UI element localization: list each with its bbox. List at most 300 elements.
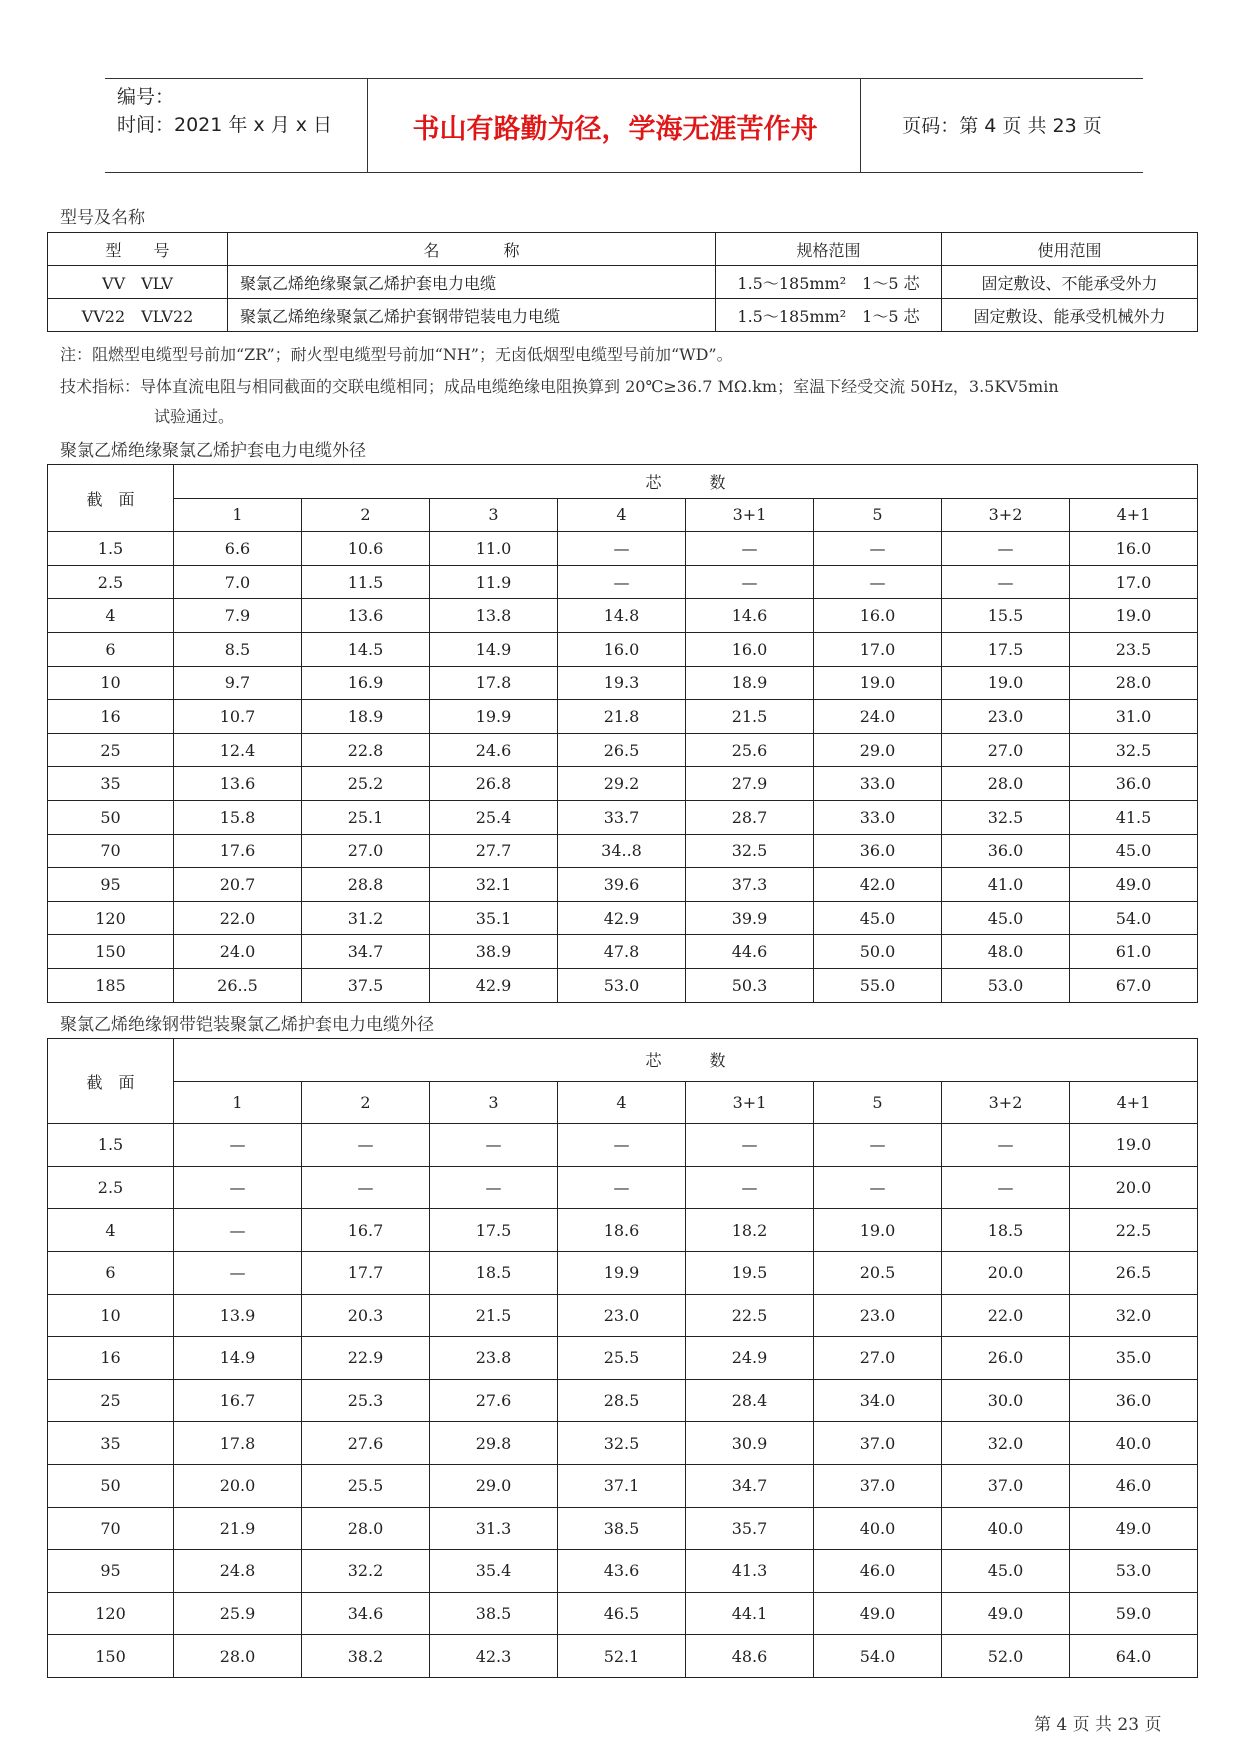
diameter-cell: 55.0 (814, 968, 942, 1002)
model-spec-range: 1.5～185mm² 1～5 芯 (716, 299, 942, 332)
diameter-cell: 53.0 (942, 968, 1070, 1002)
armored-table-caption: 聚氯乙烯绝缘钢带铠装聚氯乙烯护套电力电缆外径 (60, 1015, 434, 1035)
table-row (48, 1166, 1198, 1209)
cross-section-cell: 2.5 (48, 565, 174, 599)
diameter-cell: 49.0 (1070, 1507, 1198, 1550)
diameter-cell: 30.0 (942, 1379, 1070, 1422)
diameter-cell: 22.5 (686, 1294, 814, 1337)
diameter-cell: 35.4 (430, 1550, 558, 1593)
table-row (48, 532, 1198, 566)
diameter-cell: 14.8 (558, 599, 686, 633)
diameter-cell: 25.4 (430, 800, 558, 834)
diameter-cell: 48.0 (942, 935, 1070, 969)
diameter-cell: 27.9 (686, 767, 814, 801)
diameter-cell: 35.1 (430, 901, 558, 935)
diameter-cell: 14.9 (174, 1337, 302, 1380)
diameter-cell: 54.0 (1070, 901, 1198, 935)
cores-header: 芯 数 (174, 465, 1198, 499)
model-table-row (48, 266, 1198, 299)
table-row (48, 1507, 1198, 1550)
model-usage: 固定敷设、能承受机械外力 (942, 299, 1198, 332)
diameter-cell: — (686, 1124, 814, 1167)
usage-column-header: 使用范围 (942, 233, 1198, 266)
diameter-cell: 27.6 (302, 1422, 430, 1465)
diameter-cell: — (430, 1166, 558, 1209)
diameter-cell: — (942, 1166, 1070, 1209)
diameter-cell: 17.0 (1070, 565, 1198, 599)
diameter-cell: 41.3 (686, 1550, 814, 1593)
diameter-cell: 26..5 (174, 968, 302, 1002)
pvc-table-caption: 聚氯乙烯绝缘聚氯乙烯护套电力电缆外径 (60, 441, 366, 461)
diameter-cell: 18.5 (430, 1251, 558, 1294)
diameter-cell: 25.5 (558, 1337, 686, 1380)
diameter-cell: — (302, 1124, 430, 1167)
cross-section-cell: 70 (48, 1507, 174, 1550)
table-row (48, 901, 1198, 935)
diameter-cell: 40.0 (1070, 1422, 1198, 1465)
diameter-cell: 40.0 (814, 1507, 942, 1550)
cross-section-cell: 25 (48, 733, 174, 767)
diameter-cell: — (430, 1124, 558, 1167)
diameter-cell: — (814, 565, 942, 599)
cross-section-cell: 70 (48, 834, 174, 868)
diameter-cell: — (814, 532, 942, 566)
cross-section-cell: 120 (48, 901, 174, 935)
diameter-cell: — (558, 1166, 686, 1209)
core-columns-row (48, 1081, 1198, 1124)
table-row (48, 599, 1198, 633)
header-page-info: 页码：第 4 页 共 23 页 (902, 115, 1102, 137)
diameter-cell: 14.9 (430, 632, 558, 666)
diameter-cell: 32.5 (558, 1422, 686, 1465)
diameter-cell: 30.9 (686, 1422, 814, 1465)
cross-section-cell: 2.5 (48, 1166, 174, 1209)
diameter-cell: 46.0 (1070, 1464, 1198, 1507)
diameter-cell: — (558, 1124, 686, 1167)
document-time-label: 时间：2021 年 x 月 x 日 (117, 114, 333, 136)
diameter-cell: 37.1 (558, 1464, 686, 1507)
diameter-cell: 25.5 (302, 1464, 430, 1507)
diameter-cell: 36.0 (1070, 767, 1198, 801)
table-row (48, 834, 1198, 868)
model-name: 聚氯乙烯绝缘聚氯乙烯护套钢带铠装电力电缆 (228, 299, 716, 332)
diameter-cell: 21.9 (174, 1507, 302, 1550)
diameter-cell: 18.2 (686, 1209, 814, 1252)
diameter-cell: 16.7 (302, 1209, 430, 1252)
diameter-cell: 11.9 (430, 565, 558, 599)
header-divider (860, 79, 861, 172)
table-header-row (48, 1039, 1198, 1082)
cross-section-cell: 4 (48, 599, 174, 633)
diameter-cell: 32.2 (302, 1550, 430, 1593)
core-column-header: 3+2 (942, 498, 1070, 532)
table-row (48, 1550, 1198, 1593)
diameter-cell: 27.0 (814, 1337, 942, 1380)
diameter-cell: 37.3 (686, 868, 814, 902)
diameter-cell: 44.1 (686, 1592, 814, 1635)
diameter-cell: 26.0 (942, 1337, 1070, 1380)
diameter-cell: 19.9 (430, 700, 558, 734)
core-column-header: 4+1 (1070, 498, 1198, 532)
prefix-note: 注：阻燃型电缆型号前加“ZR”；耐火型电缆型号前加“NH”；无卤低烟型电缆型号前加“WD”。 (60, 345, 733, 364)
diameter-cell: 23.0 (558, 1294, 686, 1337)
diameter-cell: 17.8 (174, 1422, 302, 1465)
diameter-cell: 23.0 (942, 700, 1070, 734)
diameter-cell: 54.0 (814, 1635, 942, 1678)
core-column-header: 1 (174, 1081, 302, 1124)
diameter-cell: 36.0 (1070, 1379, 1198, 1422)
diameter-cell: 7.0 (174, 565, 302, 599)
table-row (48, 565, 1198, 599)
header-meta (117, 83, 332, 139)
table-row (48, 632, 1198, 666)
diameter-cell: 19.0 (814, 1209, 942, 1252)
diameter-cell: 11.0 (430, 532, 558, 566)
diameter-cell: 25.9 (174, 1592, 302, 1635)
diameter-cell: 25.1 (302, 800, 430, 834)
diameter-cell: 28.0 (1070, 666, 1198, 700)
core-column-header: 1 (174, 498, 302, 532)
model-table (47, 232, 1198, 332)
diameter-cell: 32.1 (430, 868, 558, 902)
diameter-cell: 53.0 (558, 968, 686, 1002)
diameter-cell: 23.5 (1070, 632, 1198, 666)
diameter-cell: 15.8 (174, 800, 302, 834)
diameter-cell: 14.5 (302, 632, 430, 666)
cross-section-cell: 150 (48, 1635, 174, 1678)
diameter-cell: 16.7 (174, 1379, 302, 1422)
diameter-cell: — (686, 532, 814, 566)
diameter-cell: 38.2 (302, 1635, 430, 1678)
table-row (48, 1422, 1198, 1465)
diameter-cell: 34.7 (686, 1464, 814, 1507)
diameter-cell: 31.2 (302, 901, 430, 935)
cross-section-cell: 4 (48, 1209, 174, 1252)
diameter-cell: 32.5 (942, 800, 1070, 834)
core-column-header: 4+1 (1070, 1081, 1198, 1124)
diameter-cell: 35.0 (1070, 1337, 1198, 1380)
model-code: VV VLV (48, 266, 228, 299)
table-row (48, 700, 1198, 734)
diameter-cell: — (558, 565, 686, 599)
diameter-cell: 18.9 (302, 700, 430, 734)
diameter-cell: 38.5 (430, 1592, 558, 1635)
model-section-caption: 型号及名称 (60, 208, 145, 228)
core-columns-row (48, 498, 1198, 532)
diameter-cell: 45.0 (814, 901, 942, 935)
name-column-header: 名 称 (228, 233, 716, 266)
model-table-row (48, 299, 1198, 332)
table-row (48, 968, 1198, 1002)
diameter-cell: — (942, 565, 1070, 599)
diameter-cell: 17.5 (430, 1209, 558, 1252)
diameter-cell: 52.0 (942, 1635, 1070, 1678)
cross-section-cell: 50 (48, 800, 174, 834)
diameter-cell: — (686, 1166, 814, 1209)
cross-section-cell: 35 (48, 767, 174, 801)
diameter-cell: — (302, 1166, 430, 1209)
core-column-header: 4 (558, 1081, 686, 1124)
diameter-cell: 33.0 (814, 800, 942, 834)
diameter-cell: 13.6 (174, 767, 302, 801)
diameter-cell: 28.4 (686, 1379, 814, 1422)
model-spec-range: 1.5～185mm² 1～5 芯 (716, 266, 942, 299)
diameter-cell: 20.0 (174, 1464, 302, 1507)
diameter-cell: 37.5 (302, 968, 430, 1002)
diameter-cell: 19.3 (558, 666, 686, 700)
diameter-cell: 24.0 (174, 935, 302, 969)
table-row (48, 733, 1198, 767)
cross-section-cell: 50 (48, 1464, 174, 1507)
diameter-cell: 20.0 (942, 1251, 1070, 1294)
diameter-cell: 29.2 (558, 767, 686, 801)
diameter-cell: 42.3 (430, 1635, 558, 1678)
diameter-cell: 32.0 (942, 1422, 1070, 1465)
diameter-cell: 24.8 (174, 1550, 302, 1593)
diameter-cell: 19.0 (1070, 599, 1198, 633)
model-name: 聚氯乙烯绝缘聚氯乙烯护套电力电缆 (228, 266, 716, 299)
diameter-cell: 9.7 (174, 666, 302, 700)
diameter-cell: 64.0 (1070, 1635, 1198, 1678)
diameter-cell: 42.9 (430, 968, 558, 1002)
diameter-cell: 29.0 (430, 1464, 558, 1507)
diameter-cell: — (558, 532, 686, 566)
diameter-cell: 17.0 (814, 632, 942, 666)
diameter-cell: — (686, 565, 814, 599)
diameter-cell: 18.5 (942, 1209, 1070, 1252)
diameter-cell: 49.0 (1070, 868, 1198, 902)
diameter-cell: 38.5 (558, 1507, 686, 1550)
diameter-cell: 16.0 (558, 632, 686, 666)
core-column-header: 3+1 (686, 498, 814, 532)
diameter-cell: 34..8 (558, 834, 686, 868)
diameter-cell: 50.0 (814, 935, 942, 969)
diameter-cell: 17.8 (430, 666, 558, 700)
diameter-cell: 41.5 (1070, 800, 1198, 834)
diameter-cell: 22.8 (302, 733, 430, 767)
table-row (48, 935, 1198, 969)
diameter-cell: 21.5 (430, 1294, 558, 1337)
diameter-cell: 31.3 (430, 1507, 558, 1550)
table-row (48, 1635, 1198, 1678)
diameter-cell: 28.5 (558, 1379, 686, 1422)
diameter-cell: 25.2 (302, 767, 430, 801)
diameter-cell: 15.5 (942, 599, 1070, 633)
table-row (48, 1337, 1198, 1380)
diameter-cell: 46.0 (814, 1550, 942, 1593)
table-row (48, 800, 1198, 834)
diameter-cell: 22.0 (942, 1294, 1070, 1337)
diameter-cell: — (814, 1124, 942, 1167)
diameter-cell: 19.0 (1070, 1124, 1198, 1167)
pvc-cable-diameter-table (47, 464, 1198, 1003)
model-table-header-row (48, 233, 1198, 266)
diameter-cell: 13.9 (174, 1294, 302, 1337)
spec-range-column-header: 规格范围 (716, 233, 942, 266)
diameter-cell: 28.0 (174, 1635, 302, 1678)
core-column-header: 5 (814, 1081, 942, 1124)
table-row (48, 1294, 1198, 1337)
diameter-cell: — (174, 1166, 302, 1209)
diameter-cell: 39.9 (686, 901, 814, 935)
diameter-cell: 21.8 (558, 700, 686, 734)
cross-section-cell: 120 (48, 1592, 174, 1635)
diameter-cell: 27.7 (430, 834, 558, 868)
diameter-cell: 52.1 (558, 1635, 686, 1678)
document-number-label: 编号： (117, 86, 175, 108)
diameter-cell: 47.8 (558, 935, 686, 969)
diameter-cell: — (814, 1166, 942, 1209)
diameter-cell: 34.6 (302, 1592, 430, 1635)
diameter-cell: 59.0 (1070, 1592, 1198, 1635)
diameter-cell: 21.5 (686, 700, 814, 734)
header-divider (367, 79, 368, 172)
diameter-cell: 36.0 (814, 834, 942, 868)
diameter-cell: 6.6 (174, 532, 302, 566)
diameter-cell: 19.0 (942, 666, 1070, 700)
diameter-cell: 10.6 (302, 532, 430, 566)
diameter-cell: 22.9 (302, 1337, 430, 1380)
diameter-cell: 35.7 (686, 1507, 814, 1550)
diameter-cell: 67.0 (1070, 968, 1198, 1002)
diameter-cell: 24.6 (430, 733, 558, 767)
diameter-cell: — (174, 1124, 302, 1167)
diameter-cell: 20.0 (1070, 1166, 1198, 1209)
diameter-cell: 31.0 (1070, 700, 1198, 734)
diameter-cell: 17.7 (302, 1251, 430, 1294)
cross-section-cell: 1.5 (48, 1124, 174, 1167)
diameter-cell: 7.9 (174, 599, 302, 633)
diameter-cell: 27.6 (430, 1379, 558, 1422)
table-row (48, 1209, 1198, 1252)
cores-header: 芯 数 (174, 1039, 1198, 1082)
diameter-cell: 16.0 (1070, 532, 1198, 566)
diameter-cell: 49.0 (942, 1592, 1070, 1635)
diameter-cell: 29.8 (430, 1422, 558, 1465)
diameter-cell: 18.9 (686, 666, 814, 700)
diameter-cell: 10.7 (174, 700, 302, 734)
diameter-cell: 20.5 (814, 1251, 942, 1294)
diameter-cell: 24.9 (686, 1337, 814, 1380)
table-row (48, 1124, 1198, 1167)
model-code: VV22 VLV22 (48, 299, 228, 332)
diameter-cell: 20.3 (302, 1294, 430, 1337)
page-footer: 第 4 页 共 23 页 (1034, 1715, 1162, 1735)
diameter-cell: 28.0 (942, 767, 1070, 801)
diameter-cell: — (942, 1124, 1070, 1167)
diameter-cell: 38.9 (430, 935, 558, 969)
diameter-cell: 50.3 (686, 968, 814, 1002)
diameter-cell: 14.6 (686, 599, 814, 633)
cross-section-cell: 6 (48, 1251, 174, 1294)
diameter-cell: 42.9 (558, 901, 686, 935)
diameter-cell: 23.0 (814, 1294, 942, 1337)
diameter-cell: 37.0 (814, 1464, 942, 1507)
diameter-cell: 34.7 (302, 935, 430, 969)
diameter-cell: 28.7 (686, 800, 814, 834)
diameter-cell: 36.0 (942, 834, 1070, 868)
diameter-cell: — (942, 532, 1070, 566)
table-row (48, 666, 1198, 700)
diameter-cell: 13.6 (302, 599, 430, 633)
armored-cable-diameter-table (47, 1038, 1198, 1678)
diameter-cell: 32.5 (1070, 733, 1198, 767)
diameter-cell: 19.0 (814, 666, 942, 700)
diameter-cell: 18.6 (558, 1209, 686, 1252)
diameter-cell: 8.5 (174, 632, 302, 666)
diameter-cell: 19.9 (558, 1251, 686, 1294)
diameter-cell: 41.0 (942, 868, 1070, 902)
diameter-cell: 32.5 (686, 834, 814, 868)
diameter-cell: 43.6 (558, 1550, 686, 1593)
diameter-cell: 26.8 (430, 767, 558, 801)
table-row (48, 1592, 1198, 1635)
diameter-cell: 13.8 (430, 599, 558, 633)
diameter-cell: 17.6 (174, 834, 302, 868)
cross-section-cell: 10 (48, 666, 174, 700)
diameter-cell: 32.0 (1070, 1294, 1198, 1337)
page-header (105, 78, 1143, 173)
diameter-cell: 26.5 (1070, 1251, 1198, 1294)
cross-section-cell: 16 (48, 700, 174, 734)
core-column-header: 3 (430, 498, 558, 532)
diameter-cell: 17.5 (942, 632, 1070, 666)
diameter-cell: 24.0 (814, 700, 942, 734)
model-usage: 固定敷设、不能承受外力 (942, 266, 1198, 299)
diameter-cell: 11.5 (302, 565, 430, 599)
diameter-cell: 26.5 (558, 733, 686, 767)
diameter-cell: 40.0 (942, 1507, 1070, 1550)
section-column-header: 截 面 (48, 465, 174, 532)
table-header-row (48, 465, 1198, 499)
diameter-cell: 27.0 (942, 733, 1070, 767)
model-column-header: 型 号 (48, 233, 228, 266)
diameter-cell: 25.3 (302, 1379, 430, 1422)
diameter-cell: 19.5 (686, 1251, 814, 1294)
cross-section-cell: 25 (48, 1379, 174, 1422)
cross-section-cell: 1.5 (48, 532, 174, 566)
diameter-cell: 27.0 (302, 834, 430, 868)
diameter-cell: 45.0 (1070, 834, 1198, 868)
diameter-cell: 37.0 (942, 1464, 1070, 1507)
diameter-cell: 37.0 (814, 1422, 942, 1465)
diameter-cell: 48.6 (686, 1635, 814, 1678)
cross-section-cell: 16 (48, 1337, 174, 1380)
table-row (48, 1379, 1198, 1422)
cross-section-cell: 150 (48, 935, 174, 969)
diameter-cell: 16.9 (302, 666, 430, 700)
diameter-cell: 28.0 (302, 1507, 430, 1550)
core-column-header: 4 (558, 498, 686, 532)
diameter-cell: 20.7 (174, 868, 302, 902)
diameter-cell: — (174, 1209, 302, 1252)
diameter-cell: 61.0 (1070, 935, 1198, 969)
diameter-cell: — (174, 1251, 302, 1294)
diameter-cell: 29.0 (814, 733, 942, 767)
diameter-cell: 49.0 (814, 1592, 942, 1635)
diameter-cell: 42.0 (814, 868, 942, 902)
cross-section-cell: 6 (48, 632, 174, 666)
diameter-cell: 34.0 (814, 1379, 942, 1422)
diameter-cell: 25.6 (686, 733, 814, 767)
table-row (48, 1251, 1198, 1294)
table-body (48, 1124, 1198, 1678)
diameter-cell: 53.0 (1070, 1550, 1198, 1593)
table-row (48, 767, 1198, 801)
header-motto: 书山有路勤为径，学海无涯苦作舟 (412, 114, 818, 145)
diameter-cell: 45.0 (942, 1550, 1070, 1593)
cross-section-cell: 35 (48, 1422, 174, 1465)
